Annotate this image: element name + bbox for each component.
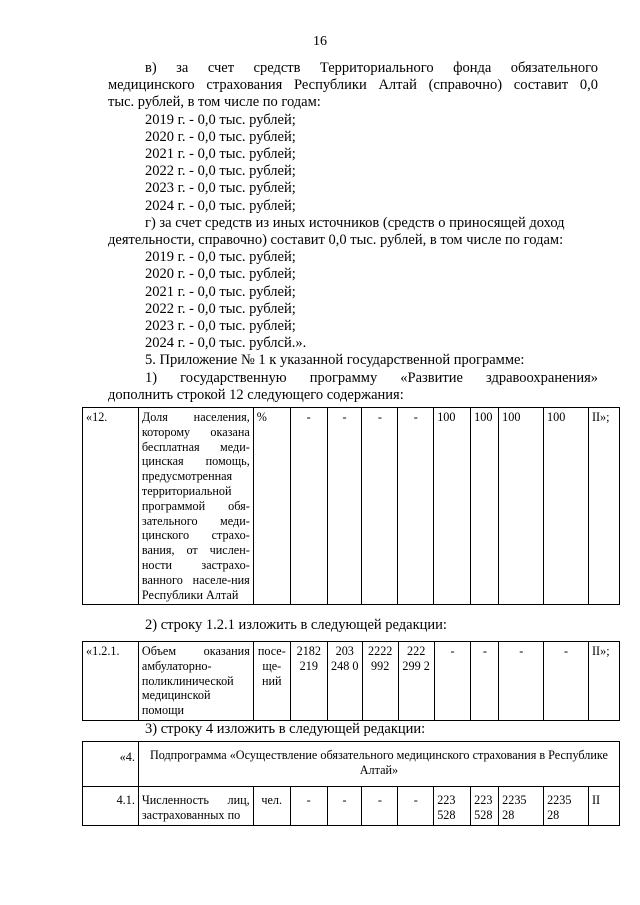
page-number: 16 [313,34,327,49]
table-cell: - [290,408,327,605]
table-cell: 203 248 0 [327,642,362,721]
table-cell: 100 [434,408,471,605]
table-cell: - [290,787,327,826]
year-line: 2021 г. - 0,0 тыс. рублей; [145,283,296,300]
table-cell: «4. [83,742,139,787]
year-line: 2024 г. - 0,0 тыс. рублсй.». [145,335,307,352]
table-cell: 2182 219 [290,642,327,721]
table-cell: 4.1. [83,787,139,826]
year-line: 2023 г. - 0,0 тыс. рублей; [145,180,296,197]
table-cell: II [589,787,620,826]
table-cell: Доля населения, которому оказана бесплатная меди-цинская помощь, предусмотренная территориальной программой обя-зательного меди-цинского страхо-вания, от числен-ности застрахо-ванного населе-ния Республики Алтай [138,408,253,605]
year-line: 2023 г. - 0,0 тыс. рублей; [145,318,296,335]
table-cell: II»; [588,642,619,721]
table-cell: - [398,408,434,605]
table-cell: - [327,408,362,605]
paragraph-line: 1) государственную программу «Развитие здравоохранения» [145,369,598,386]
year-line: 2020 г. - 0,0 тыс. рублей; [145,266,296,283]
table-cell: - [362,408,398,605]
paragraph-line: тыс. рублей, в том числе по годам: [108,94,321,111]
year-line: 2022 г. - 0,0 тыс. рублей; [145,300,296,317]
table-cell: 100 [544,408,589,605]
table-cell: «1.2.1. [83,642,139,721]
table-cell: 2235 28 [544,787,589,826]
table-row [83,642,620,721]
item-5-heading: 5. Приложение № 1 к указанной государственной программе: [145,352,525,369]
table-cell: Подпрограмма «Осуществление обязательного медицинского страхования в Республике Алтай» [138,742,619,787]
table-cell: 2235 28 [499,787,544,826]
table-cell: 223 528 [471,787,499,826]
year-line: 2019 г. - 0,0 тыс. рублей; [145,249,296,266]
table-cell: 2222 992 [362,642,398,721]
table-cell: - [327,787,362,826]
table-row-12 [82,407,620,605]
year-line: 2019 г. - 0,0 тыс. рублей; [145,111,296,128]
paragraph-line: дополнить строкой 12 следующего содержания: [108,386,404,403]
table-cell: посе-ще-ний [253,642,290,721]
table-cell: - [434,642,471,721]
table-cell: - [499,642,544,721]
table-cell: 100 [499,408,544,605]
table-cell: 223 528 [434,787,471,826]
table-row [83,787,620,826]
table-cell: % [253,408,290,605]
item-3-heading: 3) строку 4 изложить в следующей редакции: [145,721,426,737]
paragraph-line: в) за счет средств Территориального фонда обязательного [145,60,598,76]
table-cell: II»; [588,408,619,605]
paragraph-line: г) за счет средств из иных источников (средств о приносящей доход [145,214,565,231]
year-line: 2022 г. - 0,0 тыс. рублей; [145,163,296,180]
paragraph-line: медицинского страхования Республики Алтай (справочно) составит 0,0 [108,77,598,94]
table-row-1-2-1 [82,641,620,721]
year-line: 2021 г. - 0,0 тыс. рублей; [145,146,296,163]
table-row-header [83,742,620,787]
document-body [108,60,598,404]
table-cell: 222 299 2 [398,642,434,721]
table-cell: - [398,787,434,826]
paragraph-line: деятельности, справочно) составит 0,0 тыс. рублей, в том числе по годам: [108,232,564,249]
item-2-heading: 2) строку 1.2.1 изложить в следующей редакции: [145,617,447,633]
table-cell: «12. [83,408,139,605]
table-cell: - [544,642,589,721]
table-cell: 100 [471,408,499,605]
table-subprogram-4 [82,741,620,826]
table-row [83,408,620,605]
table-cell: Объем оказания амбулаторно-поликлинической медицинской помощи [138,642,253,721]
table-cell: Численность лиц, застрахованных по [138,787,253,826]
table-cell: чел. [253,787,290,826]
table-cell: - [362,787,398,826]
year-line: 2024 г. - 0,0 тыс. рублей; [145,197,296,214]
year-line: 2020 г. - 0,0 тыс. рублей; [145,128,296,145]
table-cell: - [471,642,499,721]
